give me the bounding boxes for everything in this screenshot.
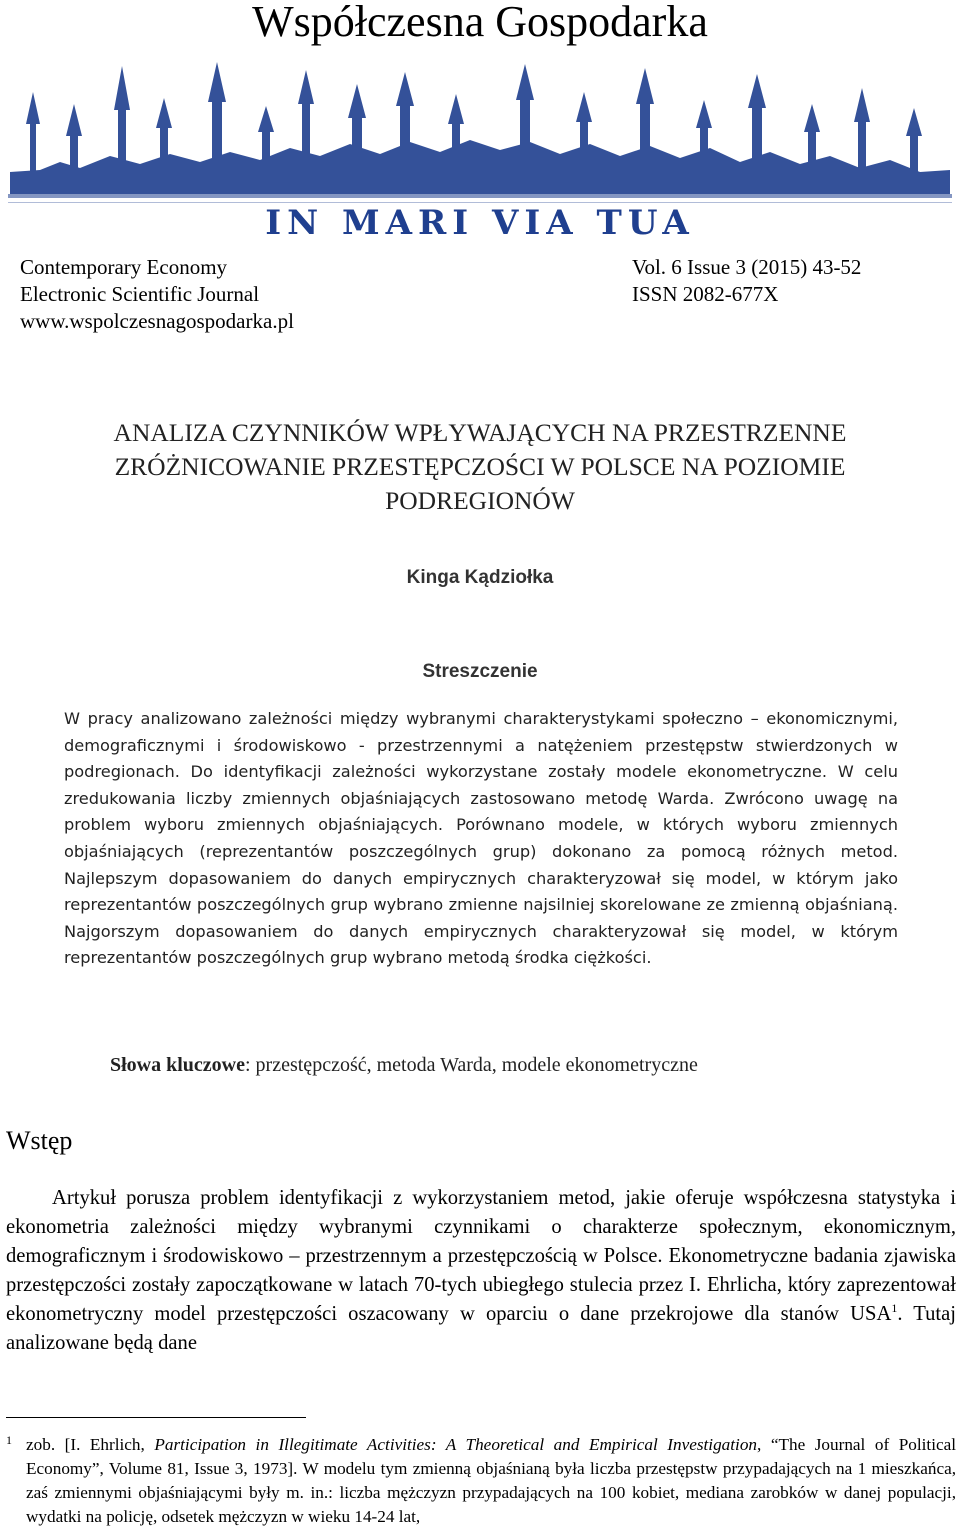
journal-info-right	[632, 254, 861, 308]
footnote	[6, 1433, 956, 1529]
journal-url[interactable]: www.wspolczesnagospodarka.pl	[20, 309, 294, 333]
journal-type: Electronic Scientific Journal	[20, 282, 260, 306]
footnote-divider	[6, 1417, 306, 1418]
body-paragraph-tail: . Tutaj analizowane będą dane	[6, 1302, 956, 1354]
volume-issue: Vol. 6 Issue 3 (2015) 43-52	[632, 255, 862, 279]
title-line: ZRÓŻNICOWANIE PRZESTĘPCZOŚCI W POLSCE NA POZIOMIE	[114, 452, 846, 481]
section-heading: Wstęp	[6, 1126, 73, 1155]
city-skyline-banner	[0, 44, 960, 240]
abstract-heading: Streszczenie	[422, 661, 538, 682]
keywords-label: Słowa kluczowe	[110, 1054, 245, 1076]
keywords-list: : przestępczość, metoda Warda, modele ekonometryczne	[245, 1054, 698, 1076]
footnote-reference[interactable]: 1	[891, 1300, 898, 1315]
journal-title: Współczesna Gospodarka	[252, 0, 708, 46]
journal-info-left	[20, 254, 294, 335]
article-title	[10, 416, 950, 518]
footnote-mark: 1	[6, 1433, 12, 1447]
author-name: Kinga Kądziołka	[406, 567, 554, 588]
journal-subtitle: Contemporary Economy	[20, 255, 228, 279]
body-paragraph: Artykuł porusza problem identyfikacji z wykorzystaniem metod, jakie oferuje współczesna statystyka i ekonometria zależności między wybranymi czynnikami o charakterze społecznym, ekonomicznym, demograficznym i środowiskowo – przestrzennym a przestępczością w Polsce. Ekonometryczne badania zjawiska przestępczości zostały zapoczątkowane w latach 70-tych ubiegłego stulecia przez I. Ehrlicha, który zaprezentował ekonometryczny model przestępczości oszacowany w oparciu o dane przekrojowe dla stanów USA	[6, 1187, 956, 1325]
footnote-text-start: zob. [I. Ehrlich,	[26, 1435, 155, 1454]
motto-lettering: IN MARI VIA TUA	[265, 203, 695, 240]
introduction-text	[6, 1184, 956, 1357]
footnote-text-end: , “The Journal of Political Economy”, Volume 81, Issue 3, 1973]. W modelu tym zmienną objaśnianą była liczba przestępstw przypadających na 1 mieszkańca, zaś zmiennymi objaśniającymi były m. in.: liczba mężczyzn przypadających na 100 kobiet, mediana zarobków w danej populacji, wydatki na policję, odsetek mężczyzn w wieku 14-24 lat,	[26, 1435, 957, 1526]
keywords	[110, 1052, 930, 1078]
title-line: ANALIZA CZYNNIKÓW WPŁYWAJĄCYCH NA PRZESTRZENNE	[113, 418, 847, 447]
footnote-cited-title: Participation in Illegitimate Activities: A Theoretical and Empirical Investigation	[154, 1435, 758, 1454]
title-line: PODREGIONÓW	[385, 486, 575, 515]
issn: ISSN 2082-677X	[632, 282, 779, 306]
abstract-text: W pracy analizowano zależności między wybranymi charakterystykami społeczno – ekonomicznymi, demograficznymi i środowiskowo - przestrzennymi a natężeniem przestępstw stwierdzonych w podregionach. Do identyfikacji zależności wykorzystane zostały modele ekonometryczne. W celu zredukowania liczby zmiennych objaśniających zastosowano metodę Warda. Zwrócono uwagę na problem wyboru zmiennych objaśniających. Porównano modele, w których wyboru zmiennych objaśniających (reprezentantów poszczególnych grup) dokonano za pomocą różnych metod. Najlepszym dopasowaniem do danych empirycznych charakteryzował się model, w którym jako reprezentantów poszczególnych grup wybrano zmienne najsilniej skorelowane ze zmienną objaśnianą. Najgorszym dopasowaniem do danych empirycznych charakteryzował się model, w którym reprezentantów poszczególnych grup wybrano metodą środka ciężkości.	[64, 709, 898, 968]
